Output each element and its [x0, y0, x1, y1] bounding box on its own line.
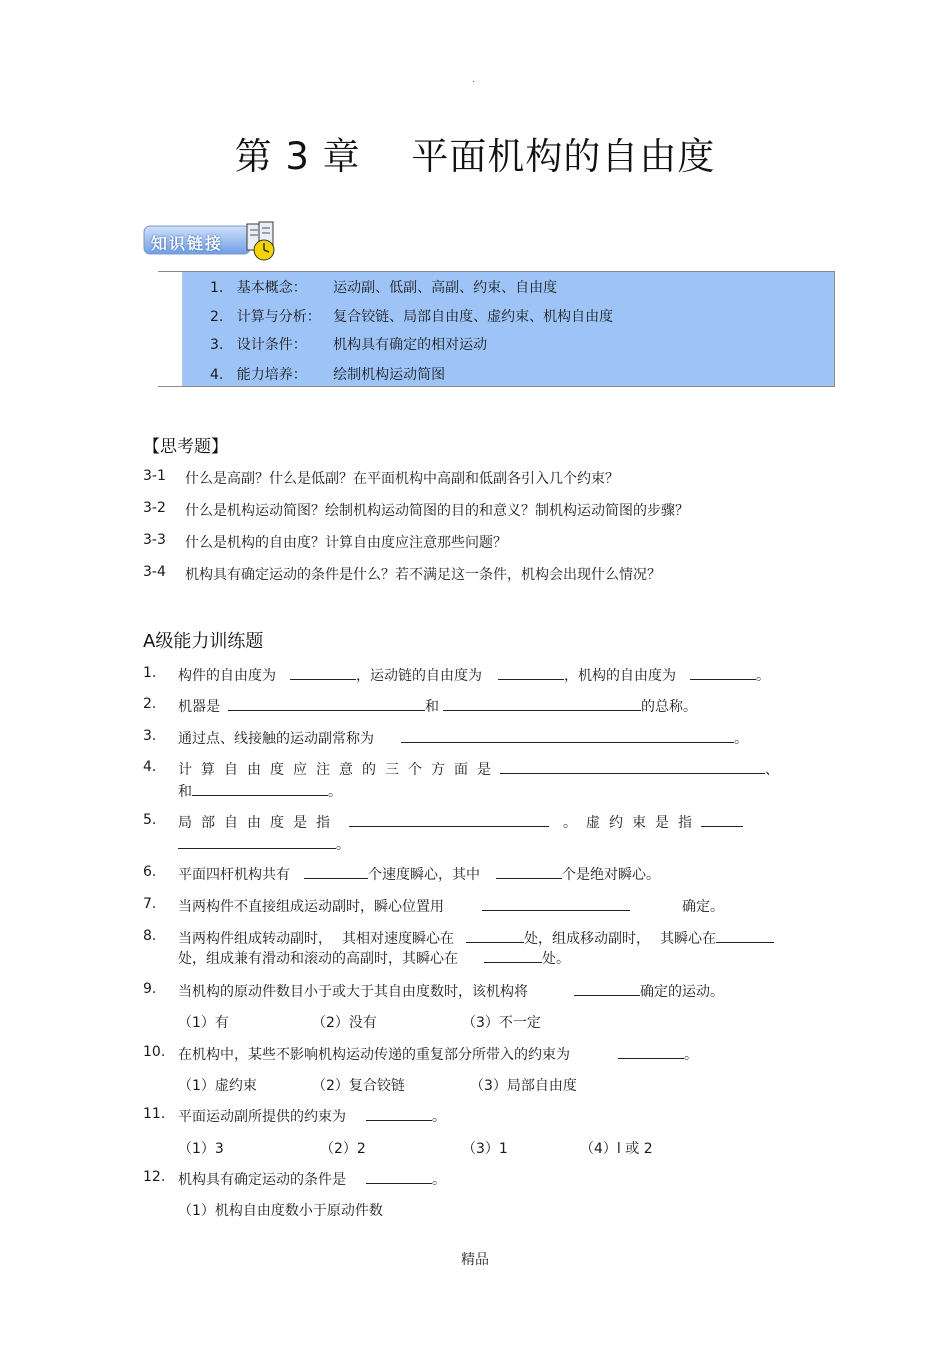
knowledge-item: 1. 基本概念： 运动副、低副、高副、约束、自由度	[210, 280, 558, 296]
think-text: 什么是机构运动简图？绘制机构运动简图的目的和意义？制机构运动简图的步骤？	[185, 503, 689, 519]
question-num: 6.	[143, 864, 157, 880]
think-num: 3-3	[143, 532, 166, 548]
answer-blank[interactable]	[304, 866, 368, 879]
answer-blank[interactable]	[574, 983, 640, 996]
answer-blank[interactable]	[443, 698, 641, 711]
question-num: 4.	[143, 759, 157, 775]
question-2: 机器是 和 的总称。	[178, 699, 697, 715]
option[interactable]: （3）1	[462, 1141, 508, 1157]
top-mark: .	[472, 74, 476, 85]
question-4-cont: 和 。	[178, 784, 342, 800]
think-num: 3-4	[143, 564, 166, 580]
badge-label: 知识链接	[151, 234, 224, 253]
option[interactable]: （2）复合铰链	[312, 1078, 405, 1094]
question-num: 3.	[143, 728, 157, 744]
question-11: 平面运动副所提供的约束为 。	[178, 1109, 446, 1125]
footer-label: 精品	[461, 1252, 489, 1268]
training-heading: A级能力训练题	[143, 631, 264, 652]
answer-blank[interactable]	[716, 930, 774, 943]
answer-blank[interactable]	[401, 730, 734, 743]
question-num: 1.	[143, 665, 157, 681]
think-text: 机构具有确定运动的条件是什么？若不满足这一条件，机构会出现什么情况？	[185, 567, 661, 583]
question-6: 平面四杆机构共有 个速度瞬心，其中 个是绝对瞬心。	[178, 867, 660, 883]
answer-blank[interactable]	[484, 950, 542, 963]
answer-blank[interactable]	[228, 698, 425, 711]
answer-blank[interactable]	[466, 930, 524, 943]
answer-blank[interactable]	[192, 783, 328, 796]
question-1: 构件的自由度为 ，运动链的自由度为 ，机构的自由度为 。	[178, 668, 770, 684]
knowledge-item: 2. 计算与分析： 复合铰链、局部自由度、虚约束、机构自由度	[210, 309, 614, 325]
question-num: 10.	[143, 1044, 166, 1060]
question-5-cont: 。	[178, 834, 350, 854]
question-9: 当机构的原动件数目小于或大于其自由度数时，该机构将 确定的运动。	[178, 984, 724, 1000]
question-num: 9.	[143, 981, 157, 997]
option[interactable]: （3）不一定	[462, 1015, 541, 1031]
option[interactable]: （1）虚约束	[178, 1078, 257, 1094]
think-text: 什么是高副？什么是低副？在平面机构中高副和低副各引入几个约束？	[185, 471, 619, 487]
question-4: 计算自由度应注意的三个方面是 、	[178, 762, 779, 778]
answer-blank[interactable]	[690, 667, 756, 680]
option[interactable]: （2）2	[320, 1141, 366, 1157]
answer-blank[interactable]	[366, 1171, 432, 1184]
answer-blank[interactable]	[482, 898, 630, 911]
question-3: 通过点、线接触的运动副常称为 。	[178, 731, 748, 747]
answer-blank[interactable]	[290, 667, 356, 680]
question-8: 当两构件组成转动副时， 其相对速度瞬心在 处，组成移动副时， 其瞬心在	[178, 928, 774, 948]
question-num: 8.	[143, 928, 157, 944]
option[interactable]: （4）l 或 2	[580, 1141, 653, 1157]
question-10: 在机构中，某些不影响机构运动传递的重复部分所带入的约束为 。	[178, 1047, 698, 1063]
question-num: 12.	[143, 1169, 166, 1185]
answer-blank[interactable]	[496, 866, 562, 879]
question-7: 当两构件不直接组成运动副时，瞬心位置用 确定。	[178, 899, 724, 915]
option[interactable]: （2）没有	[312, 1015, 377, 1031]
answer-blank[interactable]	[366, 1108, 432, 1121]
option[interactable]: （3）局部自由度	[470, 1078, 577, 1094]
think-num: 3-1	[143, 468, 166, 484]
think-heading: 【思考题】	[143, 437, 228, 457]
think-text: 什么是机构的自由度？计算自由度应注意那些问题？	[185, 535, 507, 551]
knowledge-item: 4. 能力培养： 绘制机构运动简图	[210, 367, 446, 383]
option[interactable]: （1）有	[178, 1015, 229, 1031]
knowledge-box-edge	[158, 272, 183, 386]
knowledge-item: 3. 设计条件： 机构具有确定的相对运动	[210, 337, 488, 353]
answer-blank[interactable]	[701, 814, 743, 827]
option[interactable]: （1）3	[178, 1141, 224, 1157]
answer-blank[interactable]	[498, 667, 564, 680]
question-num: 5.	[143, 812, 157, 828]
answer-blank[interactable]	[178, 836, 336, 849]
answer-blank[interactable]	[618, 1046, 684, 1059]
question-12: 机构具有确定运动的条件是 。	[178, 1172, 446, 1188]
question-num: 11.	[143, 1106, 166, 1122]
question-num: 2.	[143, 696, 157, 712]
question-5: 局部自由度是指 。虚约束是指	[178, 812, 743, 832]
page-title: 第 3 章 平面机构的自由度	[234, 135, 716, 178]
knowledge-box	[158, 271, 835, 387]
question-num: 7.	[143, 896, 157, 912]
answer-blank[interactable]	[349, 814, 549, 827]
knowledge-link-badge	[143, 220, 279, 262]
question-8-cont: 处，组成兼有滑动和滚动的高副时，其瞬心在 处。	[178, 951, 570, 967]
option[interactable]: （1）机构自由度数小于原动件数	[178, 1203, 383, 1219]
answer-blank[interactable]	[500, 761, 765, 774]
think-num: 3-2	[143, 500, 166, 516]
